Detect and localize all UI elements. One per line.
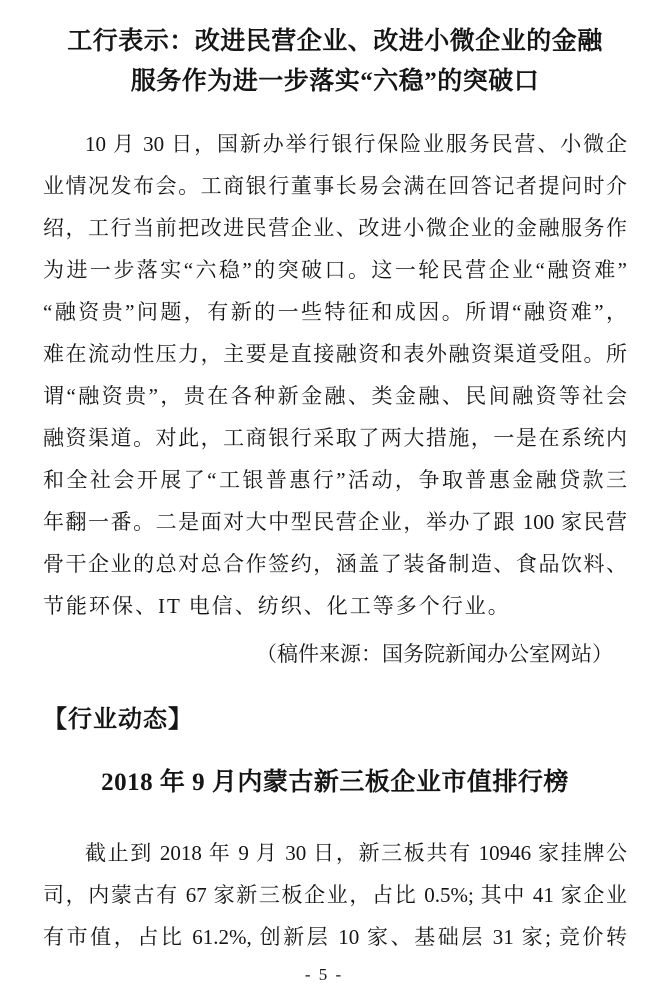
article1-body-line: 节能环保、IT 电信、纺织、化工等多个行业。: [43, 594, 511, 618]
article2-body-line: 有市值，占比 61.2%, 创新层 10 家、基础层 31 家; 竞价转: [43, 925, 627, 949]
article1-body-line: 难在流动性压力，主要是直接融资和表外融资渠道受阻。所: [43, 342, 627, 366]
article1-body-line: 谓“融资贵”，贵在各种新金融、类金融、民间融资等社会: [43, 384, 627, 408]
article1-body-line: 和全社会开展了“工银普惠行”活动，争取普惠金融贷款三: [43, 468, 627, 492]
article1-title-line1: 工行表示：改进民营企业、改进小微企业的金融: [67, 28, 603, 55]
section-heading-industry-news: 【行业动态】: [43, 706, 193, 733]
article1-body: [43, 123, 627, 627]
article1-title-line2: 服务作为进一步落实“六稳”的突破口: [130, 68, 540, 95]
article1-body-line: 融资渠道。对此，工商银行采取了两大措施，一是在系统内: [43, 426, 627, 450]
article2-body-line: 截止到 2018 年 9 月 30 日，新三板共有 10946 家挂牌公: [85, 841, 627, 865]
article1-body-line: 年翻一番。二是面对大中型民营企业，举办了跟 100 家民营: [43, 510, 627, 534]
article2-body: [43, 832, 627, 958]
article2-body-line: 司，内蒙古有 67 家新三板企业，占比 0.5%; 其中 41 家企业: [43, 883, 627, 907]
article1-body-line: 10 月 30 日，国新办举行银行保险业服务民营、小微企: [85, 132, 627, 156]
page-number: - 5 -: [304, 965, 344, 984]
article1-body-line: 骨干企业的总对总合作签约，涵盖了装备制造、食品饮料、: [43, 552, 627, 576]
article1-body-line: 业情况发布会。工商银行董事长易会满在回答记者提问时介: [43, 174, 627, 198]
article1-source-note: （稿件来源：国务院新闻办公室网站）: [256, 642, 613, 666]
article2-title: 2018 年 9 月内蒙古新三板企业市值排行榜: [101, 769, 569, 796]
article1-body-line: 为进一步落实“六稳”的突破口。这一轮民营企业“融资难”: [43, 258, 627, 282]
article1-body-line: 绍，工行当前把改进民营企业、改进小微企业的金融服务作: [43, 216, 627, 240]
article1-title: [43, 22, 627, 102]
article1-body-line: “融资贵”问题，有新的一些特征和成因。所谓“融资难”，: [43, 300, 627, 324]
